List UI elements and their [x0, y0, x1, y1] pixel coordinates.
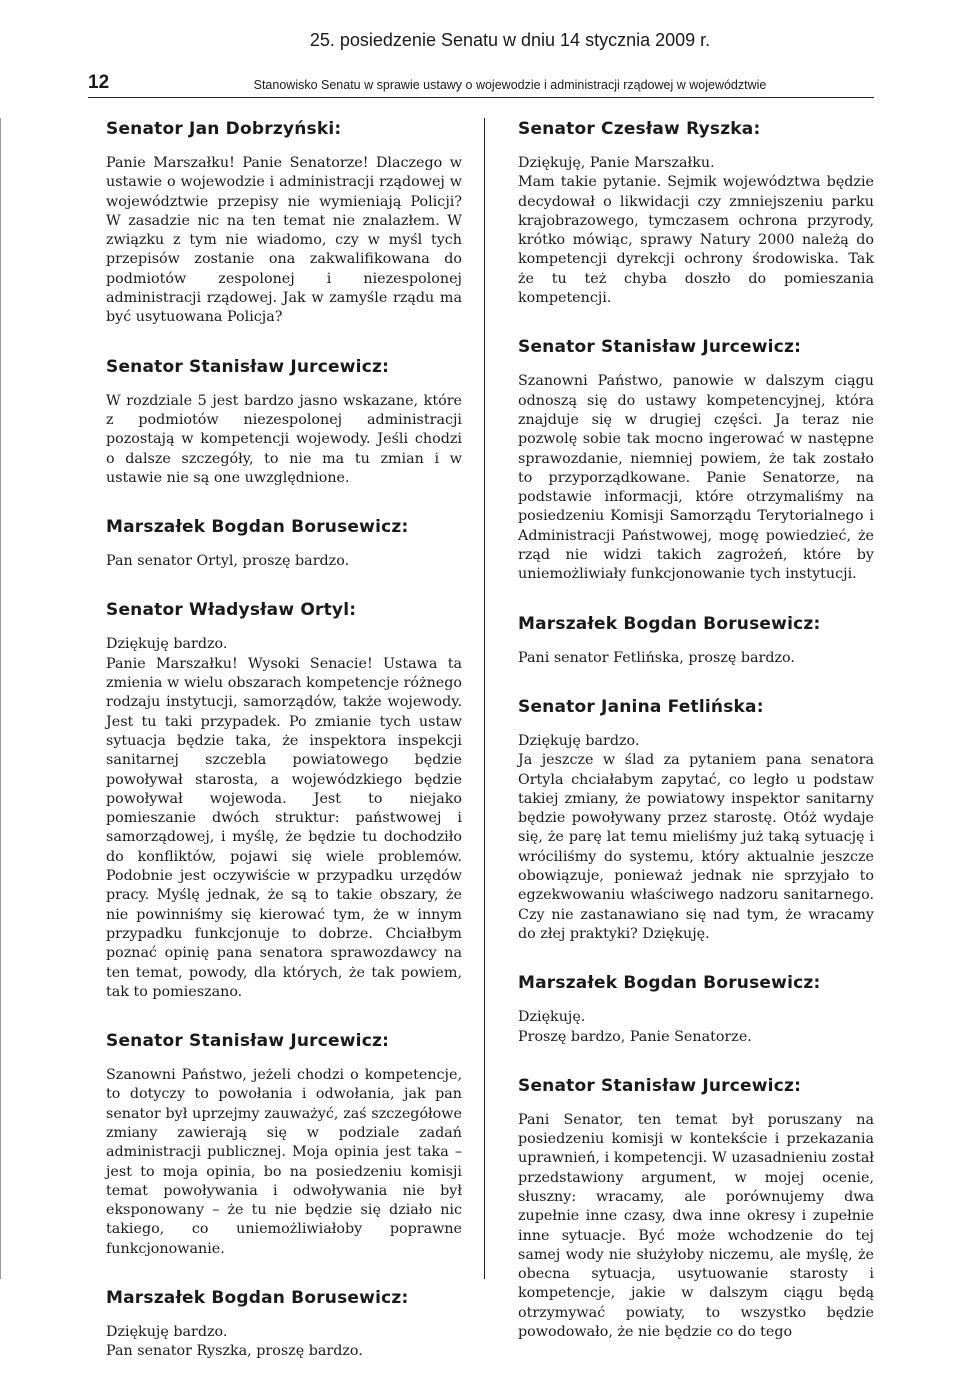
speech-paragraph: Ja jeszcze w ślad za pytaniem pana senatora Ortyla chciałabym zapytać, co legło u podstaw takiej zmiany, że powiatowy inspektor sanitarny będzie powoływany przez starostę. Otóż wydaje się, że parę lat temu mieliśmy już taką sytuację i wróciliśmy do systemu, który aktualnie jeszcze obowiązuje, ponieważ jednak nie sprzyjało to egzekwowaniu właściwego nadzoru sanitarnego. Czy nie zastanawiano się nad tym, że wracamy do złej praktyki? Dziękuję.: [518, 752, 874, 942]
speaker-name: Senator Stanisław Jurcewicz:: [518, 337, 802, 358]
speech-block: [106, 1287, 462, 1362]
speaker-name: Marszałek Bogdan Borusewicz:: [106, 1288, 409, 1309]
document-subtitle: Stanowisko Senatu w sprawie ustawy o wojewodzie i administracji rządowej w województwie: [253, 78, 767, 92]
speech-paragraph: Dziękuję bardzo.: [106, 636, 228, 653]
speech-paragraph: Pan senator Ortyl, proszę bardzo.: [106, 553, 350, 570]
speech-paragraph: Dziękuję.: [518, 1009, 586, 1026]
speaker-name: Senator Janina Fetlińska:: [518, 696, 764, 717]
speech-block: [518, 336, 874, 584]
speech-block: [518, 696, 874, 944]
speaker-name: Senator Stanisław Jurcewicz:: [106, 1031, 390, 1052]
speaker-name: Senator Stanisław Jurcewicz:: [106, 356, 390, 377]
header-rule: [88, 97, 874, 98]
speaker-name: Marszałek Bogdan Borusewicz:: [518, 973, 821, 994]
speech-paragraph: Szanowni Państwo, jeżeli chodzi o kompetencje, to dotyczy to powołania i odwołania, jak pan senator był uprzejmy zauważyć, zaś szczegółowe zmiany zawierają się w podziale zadań administracji publicznej. Moja opinia jest taka – jest to moja opinia, bo na posiedzeniu komisji temat powoływania i odwoływania nie był eksponowany – że tu nie będzie się działo nic takiego, co uniemożliwiałoby poprawne funkcjonowanie.: [106, 1067, 462, 1257]
speech-block: [106, 599, 462, 1002]
speech-paragraph: Dziękuję bardzo.: [106, 1324, 228, 1341]
page-number: 12: [88, 72, 110, 93]
page-header: [0, 0, 960, 100]
speech-paragraph: W rozdziale 5 jest bardzo jasno wskazane, które z podmiotów niezespolonej administracji pozostają w kompetencji wojewody. Jeśli chodzi o dalsze szczegóły, to nie ma tu zmian i w ustawie nie są one uwzględnione.: [106, 392, 462, 486]
speech-paragraph: Szanowni Państwo, panowie w dalszym ciągu odnoszą się do ustawy kompetencyjnej, która znajduje się w drugiej części. Ja teraz nie pozwolę sobie tak mocno ingerować w następne sprawozdanie, niemniej powiem, że tak zostało to przyporządkowane. Panie Senatorze, na podstawie informacji, które otrzymaliśmy na posiedzeniu Komisji Samorządu Terytorialnego i Administracji Państwowej, mogę powiedzieć, że rząd nie widzi takich zagrożeń, które by uniemożliwiały funkcjonowanie tych instytucji.: [518, 373, 874, 583]
speech-block: [106, 1030, 462, 1259]
speech-paragraph: Pan senator Ryszka, proszę bardzo.: [106, 1343, 363, 1360]
speech-block: [518, 118, 874, 308]
speech-block: [106, 118, 462, 328]
speech-paragraph: Dziękuję, Panie Marszałku.: [518, 155, 715, 171]
speech-block: [106, 356, 462, 488]
speech-paragraph: Pani Senator, ten temat był poruszany na posiedzeniu komisji w kontekście i przekazania uprawnień, i kompetencji. W uzasadnieniu został przedstawiony argument, w mojej ocenie, słuszny: wracamy, ale porównujemy dwa zupełnie inne czasy, dwa inne okresy i zupełnie inne sytuacje. Być może wchodzenie do tej samej wody nie służyłoby niczemu, ale myślę, że obecna sytuacja, usytuowanie starosty i kompetencje, jakie w dalszym ciągu będą otrzymywać powiaty, to wszystko będzie powodowało, że nie będzie co do tego: [518, 1111, 874, 1341]
speaker-name: Senator Stanisław Jurcewicz:: [518, 1075, 802, 1096]
speaker-name: Marszałek Bogdan Borusewicz:: [518, 613, 821, 634]
speech-block: [518, 613, 874, 668]
session-title: 25. posiedzenie Senatu w dniu 14 stycznia 2009 r.: [309, 30, 711, 50]
speech-paragraph: Proszę bardzo, Panie Senatorze.: [518, 1028, 752, 1045]
speech-block: [518, 972, 874, 1047]
speech-paragraph: Panie Marszałku! Wysoki Senacie! Ustawa ta zmienia w wielu obszarach kompetencje różnego rodzaju instytucji, samorządów, także wojewody. Jest tu taki przypadek. Po zmianie tych ustaw sytuacja będzie taka, że inspektora inspekcji sanitarnej szczebla powiatowego będzie powoływał starosta, a wojewódzkiego będzie powoływał wojewoda. Jest to niejako pomieszanie dwóch struktur: państwowej i samorządowej, i myślę, że będzie tu dochodziło do konfliktów, pojawi się wiele problemów. Podobnie jest oczywiście w przypadku urzędów pracy. Myślę jednak, że są to takie obszary, że nie powinniśmy się kierować tym, że w innym przypadku funkcjonuje to dobrze. Chciałbym poznać opinię pana senatora sprawozdawcy na ten temat, powody, dla których, że tak powiem, tak to pomieszano.: [106, 655, 462, 1000]
left-column: [106, 118, 462, 1390]
speech-block: [518, 1075, 874, 1343]
speaker-name: Senator Władysław Ortyl:: [106, 600, 357, 621]
column-divider: [484, 118, 485, 1279]
right-column: [518, 118, 874, 1370]
speaker-name: Marszałek Bogdan Borusewicz:: [106, 517, 409, 538]
page-edge-line: [0, 118, 1, 1279]
speech-block: [106, 516, 462, 571]
speech-paragraph: Pani senator Fetlińska, proszę bardzo.: [518, 649, 795, 666]
speech-paragraph: Panie Marszałku! Panie Senatorze! Dlaczego w ustawie o wojewodzie i administracji rządowej w województwie przepisy nie wymieniają Policji? W zasadzie nic na ten temat nie znalazłem. W związku z tym nie wiadomo, czy w myśl tych przepisów zostanie ona zakwalifikowana do podmiotów zespolonej i niezespolonej administracji rządowej. Jak w zamyśle rządu ma być usytuowana Policja?: [106, 155, 462, 326]
speech-paragraph: Dziękuję bardzo.: [518, 732, 640, 749]
speaker-name: Senator Jan Dobrzyński:: [106, 119, 342, 139]
speech-paragraph: Mam takie pytanie. Sejmik województwa będzie decydował o likwidacji czy zmniejszeniu parku krajobrazowego, tymczasem ochrona przyrody, krótko mówiąc, sprawy Natury 2000 należą do kompetencji dyrekcji ochrony środowiska. Tak że tu też chyba doszło do pomieszania kompetencji.: [518, 174, 874, 307]
speaker-name: Senator Czesław Ryszka:: [518, 119, 761, 139]
